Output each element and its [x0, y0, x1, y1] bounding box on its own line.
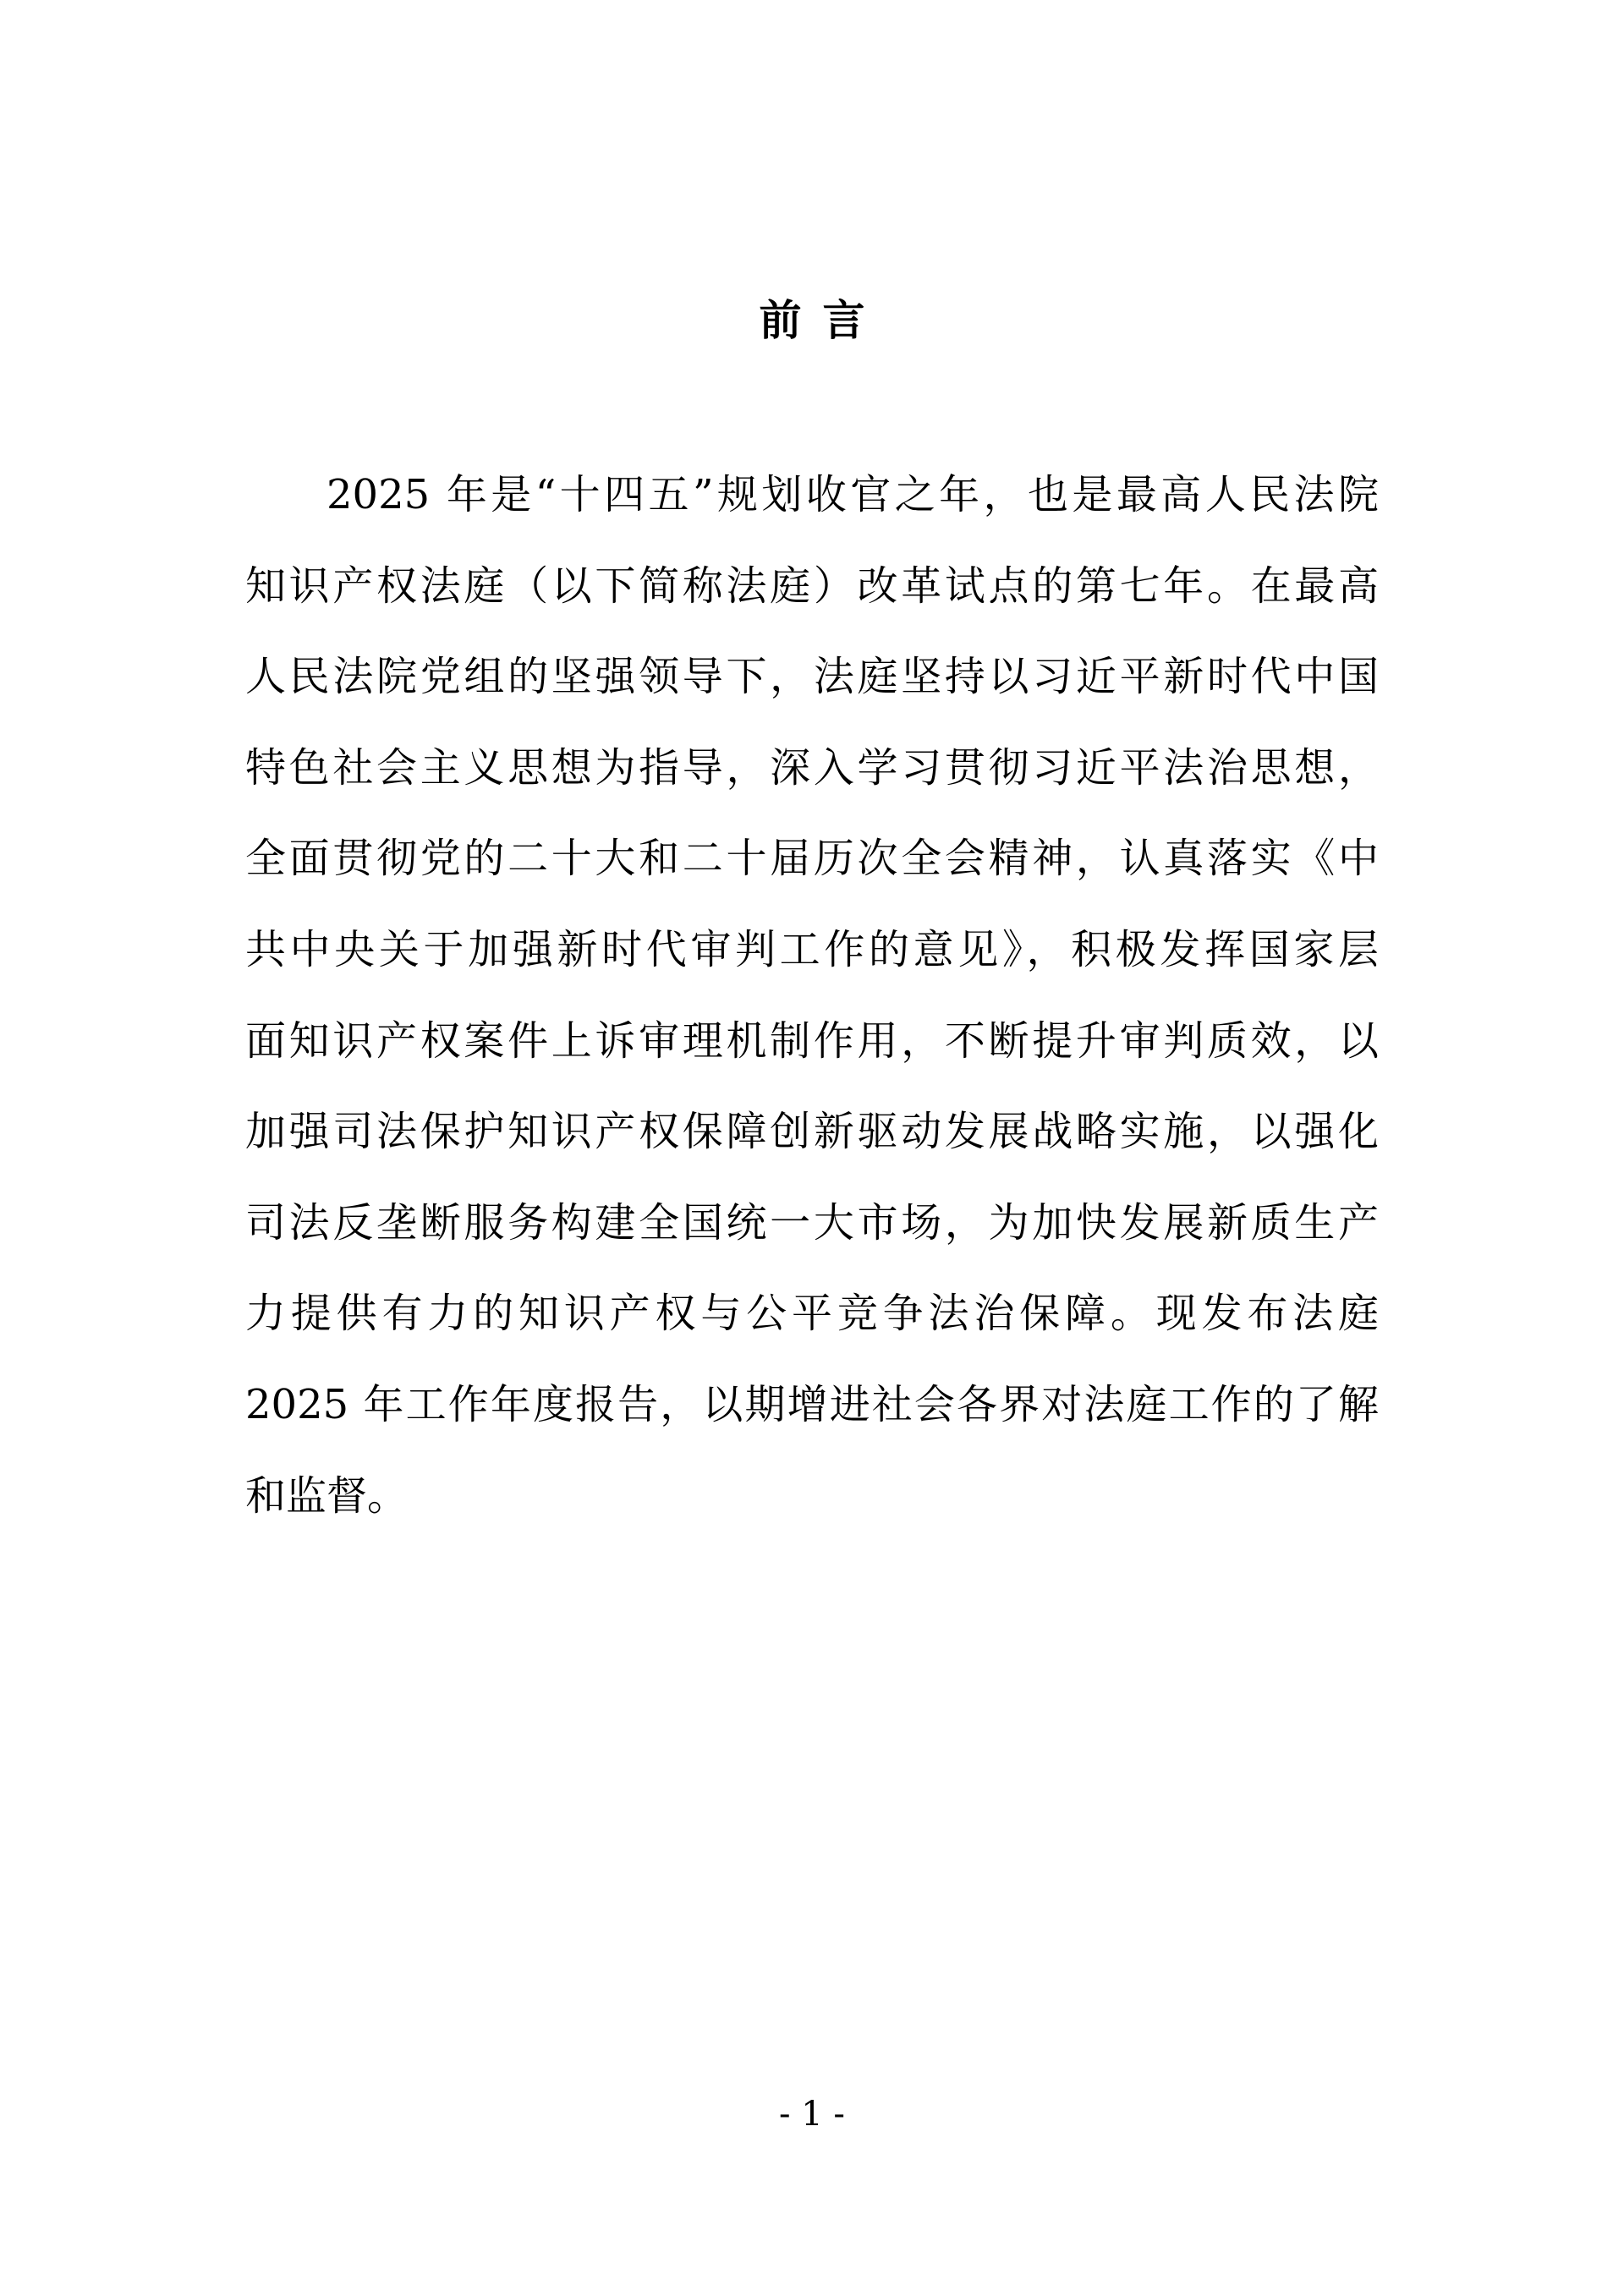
paragraph-line: 力提供有力的知识产权与公平竞争法治保障。现发布法庭	[245, 1290, 1379, 1338]
paragraph-line: 加强司法保护知识产权保障创新驱动发展战略实施，以强化	[245, 1108, 1379, 1156]
paragraph-line: 和监督。	[245, 1471, 409, 1520]
paragraph-line: 全面贯彻党的二十大和二十届历次全会精神，认真落实《中	[245, 835, 1379, 883]
paragraph-line: 2025 年工作年度报告，以期增进社会各界对法庭工作的了解	[245, 1380, 1379, 1428]
page-title: 前 言	[759, 296, 865, 345]
paragraph-line: 司法反垄断服务构建全国统一大市场，为加快发展新质生产	[245, 1198, 1379, 1247]
paragraph-line: 知识产权法庭（以下简称法庭）改革试点的第七年。在最高	[245, 562, 1379, 610]
paragraph-line: 特色社会主义思想为指导，深入学习贯彻习近平法治思想，	[245, 743, 1379, 792]
page-number: - 1 -	[779, 2095, 845, 2134]
paragraph-line: 人民法院党组的坚强领导下，法庭坚持以习近平新时代中国	[245, 653, 1379, 701]
preface-paragraph	[245, 450, 1379, 1542]
paragraph-line: 共中央关于加强新时代审判工作的意见》，积极发挥国家层	[245, 925, 1379, 973]
paragraph-line: 2025 年是“十四五”规划收官之年，也是最高人民法院	[326, 471, 1379, 518]
paragraph-line: 面知识产权案件上诉审理机制作用，不断提升审判质效，以	[245, 1016, 1379, 1065]
